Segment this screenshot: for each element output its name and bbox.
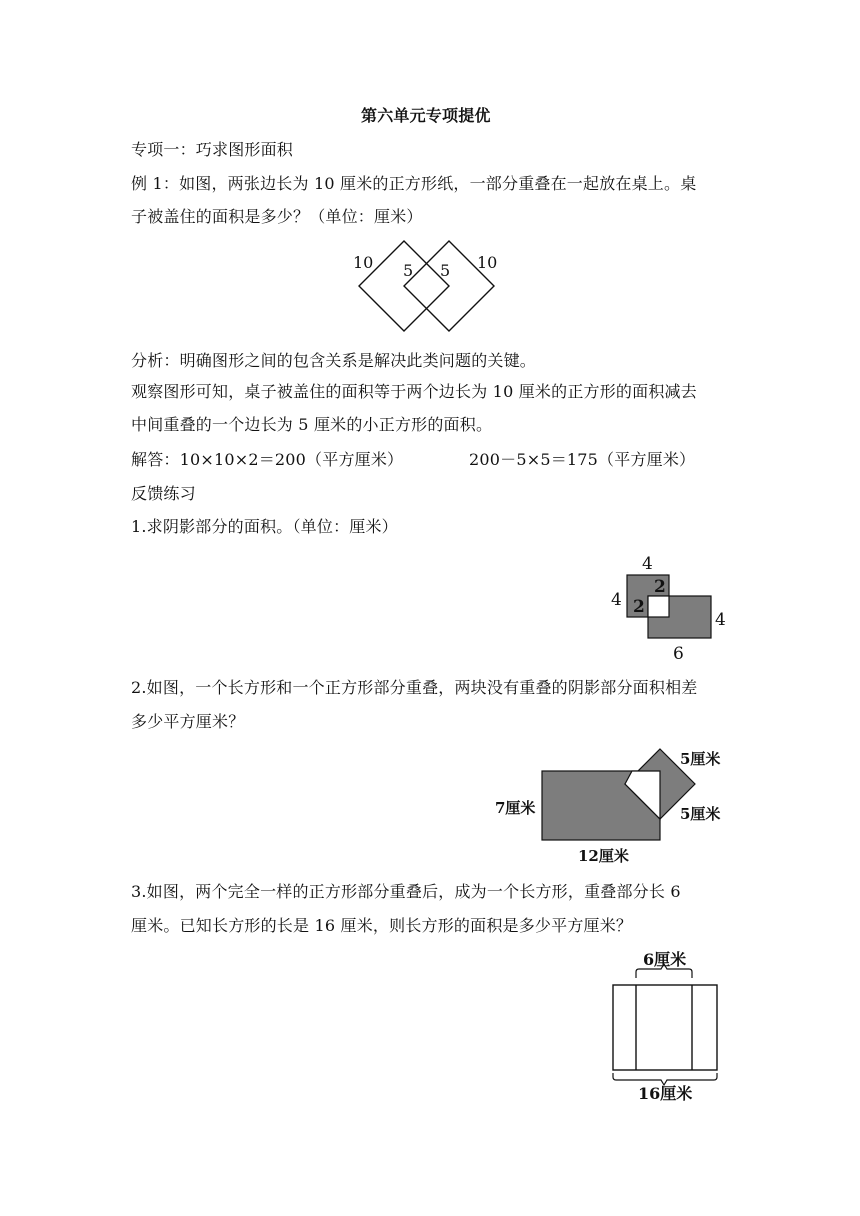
q2-figure <box>490 743 750 868</box>
example-line-2: 子被盖住的面积是多少？（单位：厘米） <box>131 207 423 226</box>
q1-label-right: 4 <box>715 610 726 630</box>
label-right-side: 10 <box>477 253 498 272</box>
q2-line-2: 多少平方厘米？ <box>131 712 245 731</box>
q1-label-top: 4 <box>642 554 653 574</box>
page-title: 第六单元专项提优 <box>361 106 491 125</box>
q3-line-2: 厘米。已知长方形的长是 16 厘米，则长方形的面积是多少平方厘米？ <box>131 916 633 935</box>
topic-heading: 专项一：巧求图形面积 <box>131 140 294 159</box>
answer-part-2: 200－5×5＝175（平方厘米） <box>469 450 696 469</box>
q3-label-length: 16厘米 <box>638 1084 693 1103</box>
example-figure <box>345 237 545 347</box>
q3-label-overlap: 6厘米 <box>643 950 687 969</box>
example-line-1: 例 1：如图，两张边长为 10 厘米的正方形纸，一部分重叠在一起放在桌上。桌 <box>131 174 697 193</box>
q1-text: 1.求阴影部分的面积。（单位：厘米） <box>131 517 398 536</box>
q1-label-left: 4 <box>611 590 622 610</box>
q3-line-1: 3.如图，两个完全一样的正方形部分重叠后，成为一个长方形，重叠部分长 6 <box>131 882 681 901</box>
q1-label-inner-left: 2 <box>633 597 645 617</box>
feedback-heading: 反馈练习 <box>131 484 196 503</box>
q2-label-square-top: 5厘米 <box>680 750 721 768</box>
analysis-line-1: 分析：明确图形之间的包含关系是解决此类问题的关键。 <box>131 351 537 370</box>
q1-figure <box>605 550 735 665</box>
label-left-inner: 5 <box>403 261 414 280</box>
analysis-line-2: 观察图形可知，桌子被盖住的面积等于两个边长为 10 厘米的正方形的面积减去 <box>131 382 697 401</box>
label-right-inner: 5 <box>440 261 451 280</box>
q1-label-inner-top: 2 <box>654 577 666 597</box>
q2-label-square-right: 5厘米 <box>680 805 721 823</box>
q1-overlap <box>648 596 669 617</box>
q1-label-bottom: 6 <box>673 644 684 664</box>
analysis-line-3: 中间重叠的一个边长为 5 厘米的小正方形的面积。 <box>131 415 493 434</box>
answer-part-1: 解答：10×10×2＝200（平方厘米） <box>131 450 404 469</box>
q2-line-1: 2.如图，一个长方形和一个正方形部分重叠，两块没有重叠的阴影部分面积相差 <box>131 678 698 697</box>
q3-rectangle <box>613 985 717 1070</box>
q3-figure <box>605 945 725 1105</box>
q2-label-height: 7厘米 <box>495 799 536 817</box>
q2-label-width: 12厘米 <box>578 847 629 865</box>
label-left-side: 10 <box>353 253 374 272</box>
